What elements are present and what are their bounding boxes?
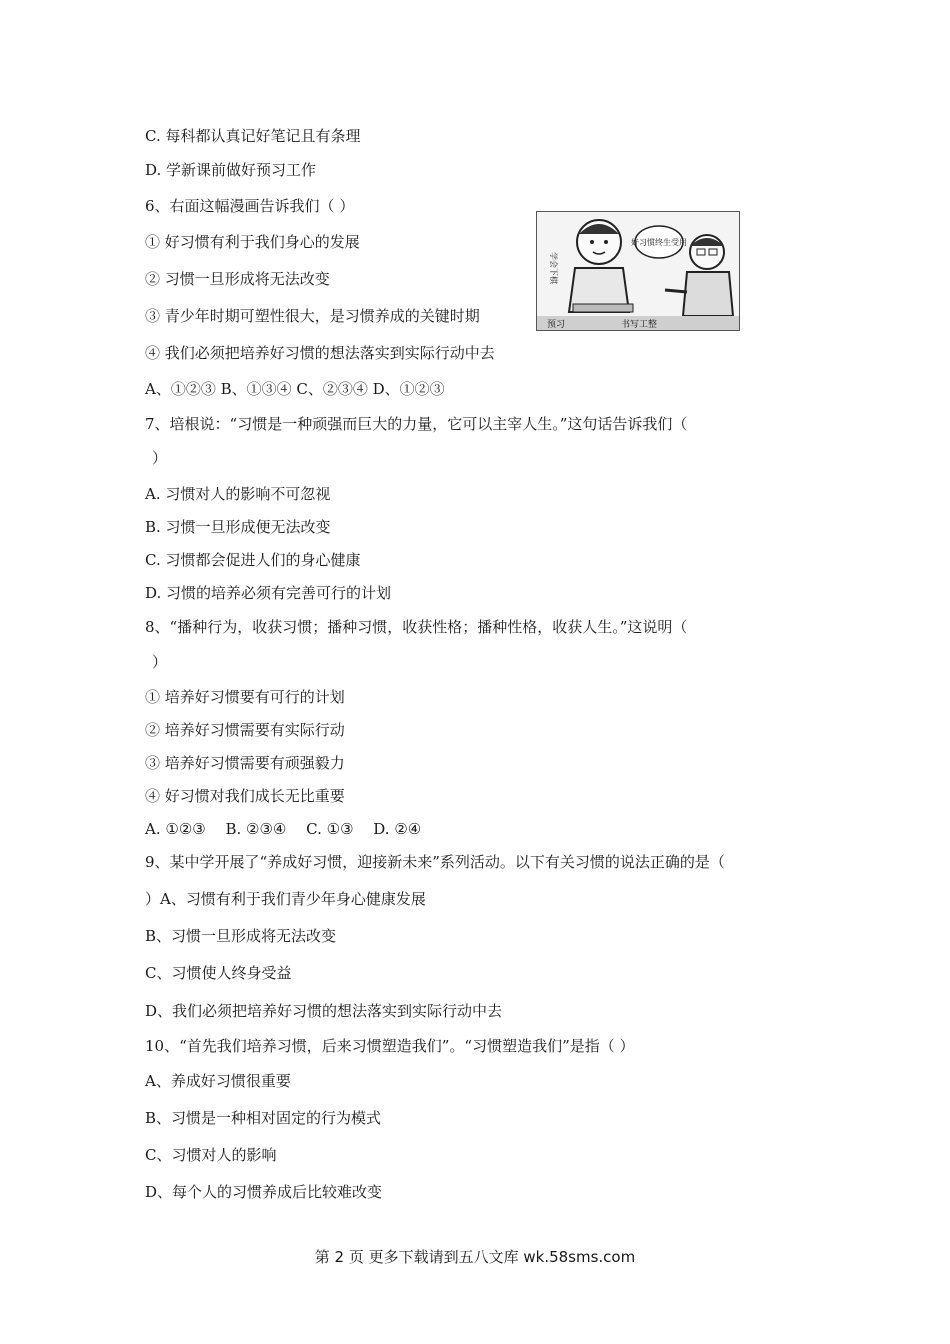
question-10: 10、“首先我们培养习惯，后来习惯塑造我们”。“习惯塑造我们”是指（ ） [145, 1037, 635, 1055]
answer-options: A. ①②③ B. ②③④ C. ①③ D. ②④ [145, 820, 422, 838]
cartoon-bottom-right: 书写工整 [621, 320, 658, 330]
option-line: C. 习惯都会促进人们的身心健康 [145, 551, 361, 569]
question-6: 6、右面这幅漫画告诉我们（ ） [145, 197, 355, 215]
cartoon-speech: 好习惯终生受用 [631, 238, 687, 247]
statement-line: ① 培养好习惯要有可行的计划 [145, 688, 345, 706]
option-line: D、我们必须把培养好习惯的想法落实到实际行动中去 [145, 1002, 503, 1020]
option-line: C、习惯使人终身受益 [145, 964, 292, 982]
question-9-cont: ）A、习惯有利于我们青少年身心健康发展 [145, 890, 426, 908]
question-8-cont: ） [152, 653, 168, 671]
option-line: B、习惯是一种相对固定的行为模式 [145, 1109, 382, 1127]
question-7: 7、培根说：“习惯是一种顽强而巨大的力量，它可以主宰人生。”这句话告诉我们（ [145, 415, 688, 433]
statement-line: ③ 青少年时期可塑性很大，是习惯养成的关键时期 [145, 307, 480, 325]
question-7-cont: ） [152, 449, 168, 467]
cartoon-left-tag: 学会下棋 [549, 252, 558, 284]
statement-line: ③ 培养好习惯需要有顽强毅力 [145, 754, 345, 772]
statement-line: ④ 我们必须把培养好习惯的想法落实到实际行动中去 [145, 344, 495, 362]
cartoon-bottom-left: 预习 [547, 320, 566, 330]
cartoon-image [536, 211, 740, 331]
question-8: 8、“播种行为，收获习惯；播种习惯，收获性格；播种性格，收获人生。”这说明（ [145, 618, 688, 636]
statement-line: ① 好习惯有利于我们身心的发展 [145, 233, 360, 251]
cartoon-drawing [537, 212, 739, 330]
option-line: C. 每科都认真记好笔记且有条理 [145, 127, 361, 145]
option-line: D. 习惯的培养必须有完善可行的计划 [145, 584, 392, 602]
option-line: C、习惯对人的影响 [145, 1146, 277, 1164]
answer-options: A、①②③ B、①③④ C、②③④ D、①②③ [145, 380, 445, 398]
page-footer: 第 2 页 更多下载请到五八文库 wk.58sms.com [314, 1248, 636, 1266]
statement-line: ② 习惯一旦形成将无法改变 [145, 270, 330, 288]
option-line: D、每个人的习惯养成后比较难改变 [145, 1183, 383, 1201]
option-line: A. 习惯对人的影响不可忽视 [145, 485, 331, 503]
option-line: B. 习惯一旦形成便无法改变 [145, 518, 331, 536]
question-9: 9、某中学开展了“养成好习惯，迎接新未来”系列活动。以下有关习惯的说法正确的是（ [145, 853, 725, 871]
statement-line: ② 培养好习惯需要有实际行动 [145, 721, 345, 739]
option-line: A、养成好习惯很重要 [145, 1072, 291, 1090]
statement-line: ④ 好习惯对我们成长无比重要 [145, 787, 345, 805]
option-line: D. 学新课前做好预习工作 [145, 161, 317, 179]
option-line: B、习惯一旦形成将无法改变 [145, 927, 337, 945]
